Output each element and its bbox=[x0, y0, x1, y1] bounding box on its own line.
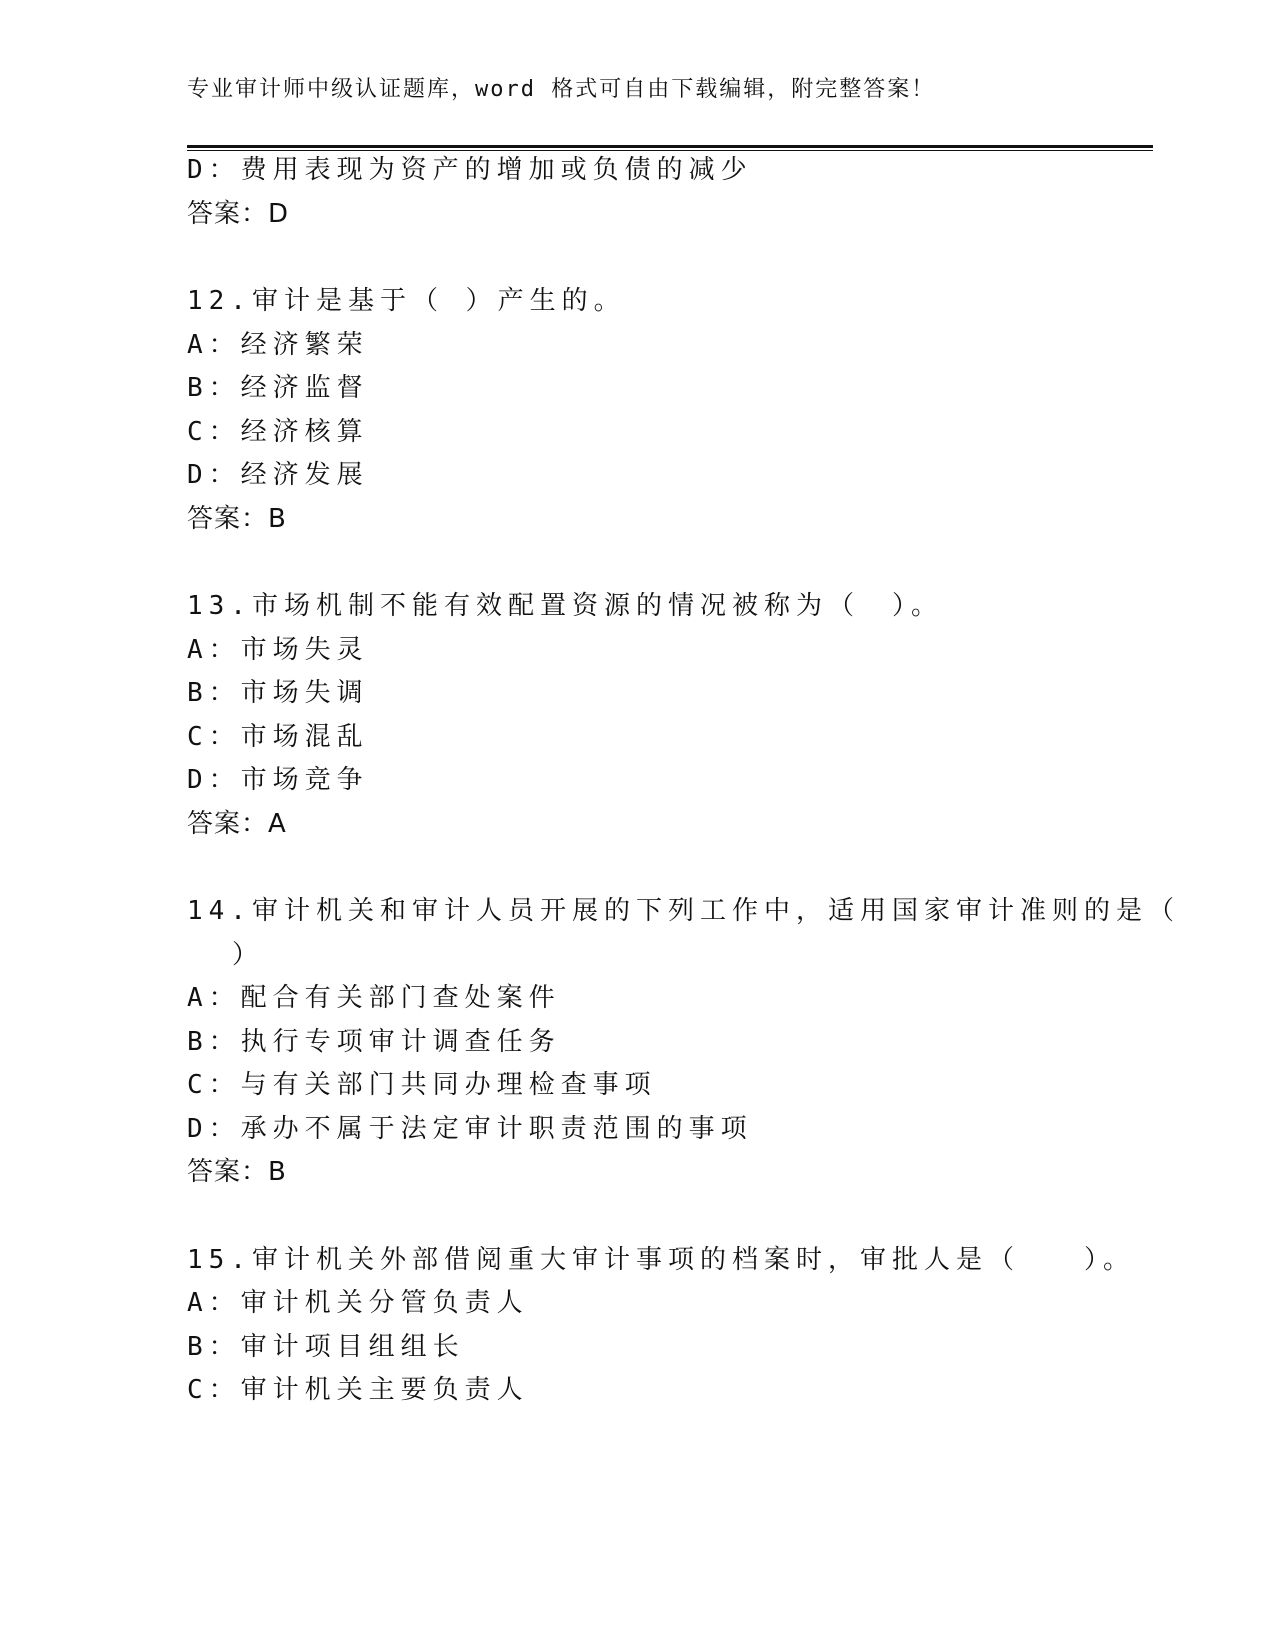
prev-option-d: D：费用表现为资产的增加或负债的减少 bbox=[187, 155, 753, 185]
q12-option-c: C：经济核算 bbox=[187, 417, 369, 447]
q15-option-a: A：审计机关分管负责人 bbox=[187, 1288, 529, 1318]
page-header: 专业审计师中级认证题库，word 格式可自由下载编辑，附完整答案！ bbox=[187, 77, 936, 102]
q15-option-b: B：审计项目组组长 bbox=[187, 1332, 465, 1362]
q15-stem: 15.审计机关外部借阅重大审计事项的档案时，审批人是（ ）。 bbox=[187, 1245, 1135, 1275]
q15-option-c: C：审计机关主要负责人 bbox=[187, 1375, 529, 1405]
q13-stem: 13.市场机制不能有效配置资源的情况被称为（ ）。 bbox=[187, 591, 943, 621]
q14-option-c: C：与有关部门共同办理检查事项 bbox=[187, 1070, 657, 1100]
q14-option-b: B：执行专项审计调查任务 bbox=[187, 1027, 561, 1057]
q13-option-c: C：市场混乱 bbox=[187, 722, 369, 752]
q13-answer: 答案：A bbox=[187, 809, 287, 839]
q12-stem: 12.审计是基于（ ）产生的。 bbox=[187, 286, 626, 316]
q14-option-a: A：配合有关部门查处案件 bbox=[187, 983, 561, 1013]
q12-option-d: D：经济发展 bbox=[187, 460, 369, 490]
q14-answer: 答案：B bbox=[187, 1157, 287, 1187]
q14-option-d: D：承办不属于法定审计职责范围的事项 bbox=[187, 1114, 753, 1144]
q13-option-a: A：市场失灵 bbox=[187, 635, 369, 665]
q13-option-d: D：市场竞争 bbox=[187, 765, 369, 795]
q12-option-a: A：经济繁荣 bbox=[187, 330, 369, 360]
q13-option-b: B：市场失调 bbox=[187, 678, 369, 708]
q12-answer: 答案：B bbox=[187, 504, 287, 534]
q14-stem-continuation: ） bbox=[232, 940, 265, 970]
prev-answer: 答案：D bbox=[187, 199, 290, 229]
q12-option-b: B：经济监督 bbox=[187, 373, 369, 403]
header-rule-thin bbox=[187, 150, 1153, 151]
q14-stem: 14.审计机关和审计人员开展的下列工作中，适用国家审计准则的是（ bbox=[187, 896, 1180, 926]
header-rule-thick bbox=[187, 145, 1153, 148]
